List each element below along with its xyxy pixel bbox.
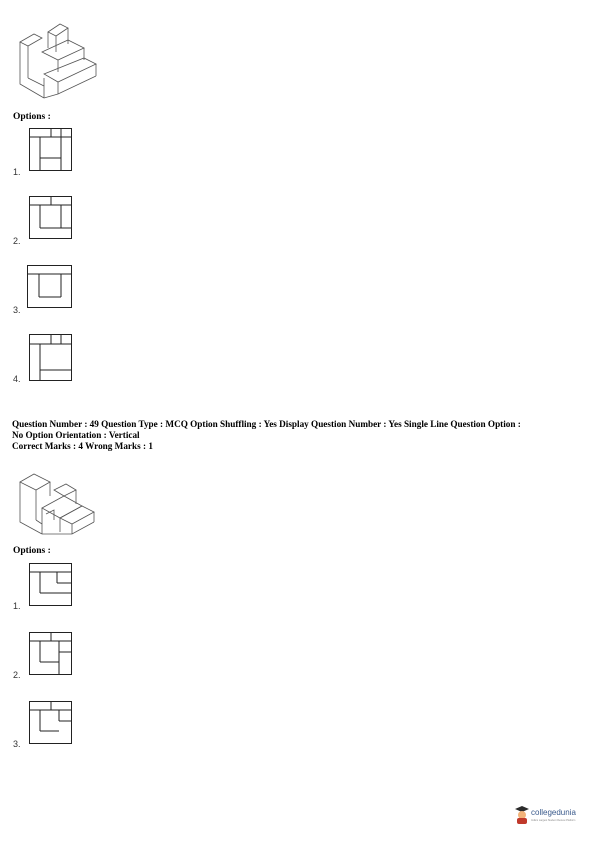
- option-3-figure[interactable]: [29, 701, 73, 745]
- option-number: 1.: [13, 167, 21, 177]
- logo-tagline: India's Largest Student Review Platform: [531, 819, 576, 822]
- option-3-figure[interactable]: [27, 265, 73, 309]
- question-49-meta-line-2: No Option Orientation : Vertical: [12, 430, 140, 440]
- option-1-figure[interactable]: [29, 128, 73, 172]
- question-49-isometric-figure: [14, 464, 100, 540]
- option-number: 3.: [13, 305, 21, 315]
- logo-text: collegedunia: [531, 808, 576, 817]
- option-1-figure[interactable]: [29, 563, 73, 607]
- option-number: 3.: [13, 739, 21, 749]
- option-4-figure[interactable]: [29, 334, 73, 382]
- options-label: Options :: [13, 546, 51, 556]
- collegedunia-logo[interactable]: [515, 804, 593, 830]
- option-number: 1.: [13, 601, 21, 611]
- option-2-figure[interactable]: [29, 196, 73, 240]
- options-label: Options :: [13, 112, 51, 122]
- question-48-isometric-figure: [14, 18, 100, 102]
- question-49-marks: Correct Marks : 4 Wrong Marks : 1: [12, 441, 153, 451]
- option-number: 4.: [13, 374, 21, 384]
- option-number: 2.: [13, 670, 21, 680]
- option-number: 2.: [13, 236, 21, 246]
- student-mascot-icon: [515, 806, 529, 824]
- question-49-meta: [12, 419, 587, 452]
- question-49-meta-line-1: Question Number : 49 Question Type : MCQ Option Shuffling : Yes Display Question Number : Yes Single Line Question Option :: [12, 419, 521, 429]
- option-2-figure[interactable]: [29, 632, 73, 676]
